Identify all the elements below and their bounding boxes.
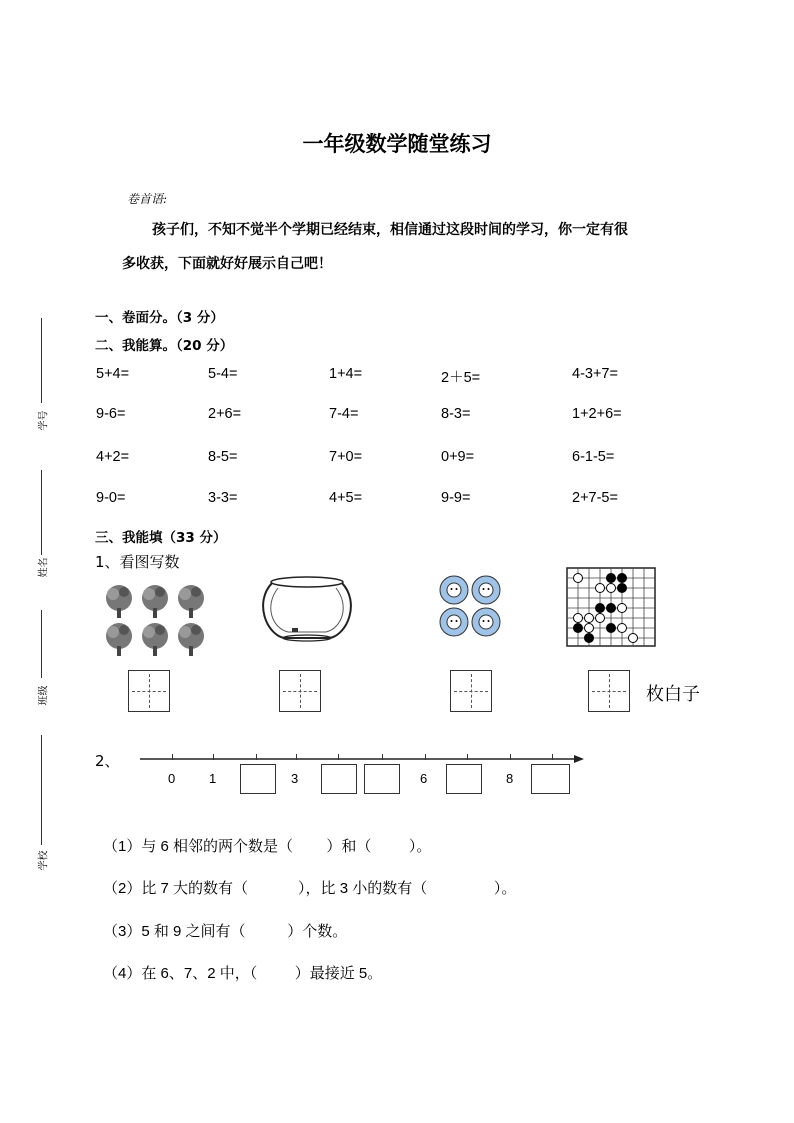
fill-question-3: （3）5 和 9 之间有（ ）个数。 <box>103 923 348 940</box>
number-line-tick <box>382 754 383 760</box>
section-1-heading: 一、卷面分。（3 分） <box>95 310 224 326</box>
arith-item: 9-0= <box>96 490 126 506</box>
arith-item: 7-4= <box>329 406 359 422</box>
number-line-label: 3 <box>291 771 299 786</box>
arith-item: 2＋5= <box>441 370 481 386</box>
arith-item: 6-1-5= <box>572 449 615 465</box>
number-line-tick <box>172 754 173 760</box>
number-line-label: 6 <box>420 771 428 786</box>
question-2-label: 2、 <box>95 752 120 770</box>
arith-item: 4-3+7= <box>572 366 618 382</box>
number-line-blank[interactable] <box>364 764 400 794</box>
go-board-picture <box>566 567 656 647</box>
number-line-label: 1 <box>209 771 217 786</box>
sidebar-label-class: 班级 <box>38 685 50 706</box>
sidebar-line <box>41 610 42 678</box>
answer-box-flowers[interactable] <box>450 670 492 712</box>
arith-item: 3-3= <box>208 490 238 506</box>
answer-box-fishbowl[interactable] <box>279 670 321 712</box>
number-line-blank[interactable] <box>531 764 570 794</box>
tree-icon <box>106 585 132 618</box>
number-line-blank[interactable] <box>240 764 276 794</box>
answer-box-go-stones[interactable] <box>588 670 630 712</box>
fill-question-4: （4）在 6、7、2 中，（ ）最接近 5。 <box>103 965 383 982</box>
preface-line-1: 孩子们，不知不觉半个学期已经结束，相信通过这段时间的学习，你一定有很 <box>152 222 628 238</box>
number-line-tick <box>425 754 426 760</box>
arith-item: 8-5= <box>208 449 238 465</box>
preface-line-2: 多收获，下面就好好展示自己吧！ <box>122 256 332 272</box>
trees-picture <box>102 580 210 658</box>
sidebar-label-student-id: 学号 <box>38 410 50 431</box>
number-line-tick <box>510 754 511 760</box>
answer-box-trees[interactable] <box>128 670 170 712</box>
section-3-heading: 三、我能填（33 分） <box>95 530 227 546</box>
question-1-label: 1、看图写数 <box>95 553 180 571</box>
flowers-picture <box>438 574 502 638</box>
sidebar-line <box>41 470 42 555</box>
number-line-label: 0 <box>168 771 176 786</box>
flower-icon <box>440 576 468 604</box>
arith-item: 0+9= <box>441 449 475 465</box>
sidebar-label-name: 姓名 <box>38 557 50 578</box>
preface-label: 卷首语: <box>127 192 168 206</box>
sidebar-line <box>41 735 42 845</box>
arith-item: 1+4= <box>329 366 363 382</box>
number-line-tick <box>338 754 339 760</box>
number-line-tick <box>552 754 553 760</box>
arith-item: 8-3= <box>441 406 471 422</box>
fill-question-2: （2）比 7 大的数有（ ），比 3 小的数有（ ）。 <box>103 880 517 897</box>
number-line-tick <box>296 754 297 760</box>
number-line-tick <box>213 754 214 760</box>
arith-item: 4+2= <box>96 449 130 465</box>
white-stones-suffix: 枚白子 <box>646 684 700 705</box>
number-line-blank[interactable] <box>446 764 482 794</box>
arith-item: 1+2+6= <box>572 406 622 422</box>
page-title: 一年级数学随堂练习 <box>302 131 492 156</box>
fill-question-1: （1）与 6 相邻的两个数是（ ）和（ ）。 <box>103 838 432 855</box>
number-line-axis <box>138 752 586 766</box>
arith-item: 9-6= <box>96 406 126 422</box>
arith-item: 2+6= <box>208 406 242 422</box>
arith-item: 5-4= <box>208 366 238 382</box>
arith-item: 9-9= <box>441 490 471 506</box>
number-line-blank[interactable] <box>321 764 357 794</box>
fishbowl-picture <box>260 574 354 644</box>
number-line-tick <box>256 754 257 760</box>
number-line-label: 8 <box>506 771 514 786</box>
sidebar-line <box>41 318 42 403</box>
arith-item: 4+5= <box>329 490 363 506</box>
arith-item: 7+0= <box>329 449 363 465</box>
arith-item: 2+7-5= <box>572 490 618 506</box>
sidebar-label-school: 学校 <box>38 850 50 871</box>
section-2-heading: 二、我能算。（20 分） <box>95 338 234 354</box>
number-line-tick <box>467 754 468 760</box>
arith-item: 5+4= <box>96 366 130 382</box>
